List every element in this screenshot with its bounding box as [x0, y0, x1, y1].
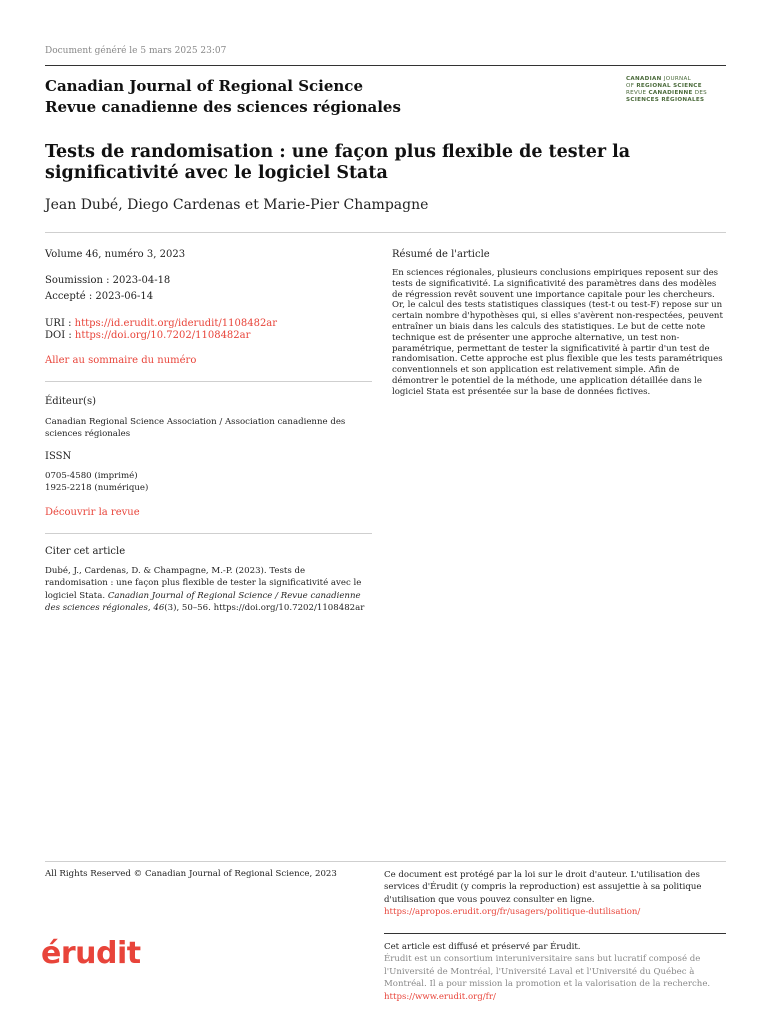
- issn-print: 0705-4580 (imprimé): [45, 471, 138, 481]
- erudit-info: [384, 941, 726, 1003]
- journal-name: [45, 76, 401, 118]
- doi-link[interactable]: https://doi.org/10.7202/1108482ar: [74, 330, 251, 341]
- publisher-name: Canadian Regional Science Association / Association canadienne des sciences régionales: [45, 417, 346, 440]
- erudit-rule: [384, 933, 726, 934]
- journal-logo: CANADIAN JOURNAL OF REGIONAL SCIENCE REVUE CANADIENNE DES SCIENCES RÉGIONALES: [626, 76, 708, 103]
- publisher-heading: Éditeur(s): [45, 396, 96, 407]
- submission-date: Soumission : 2023-04-18: [45, 275, 171, 286]
- issn-digital: 1925-2218 (numérique): [45, 483, 149, 493]
- citation: Dubé, J., Cardenas, D. & Champagne, M.-P. (2023). Tests de randomisation : une façon plus flexible de tester la significativité avec le logiciel Stata. Canadian Journal of Regional Science / Revue canadienne des sciences régionales, 46(3), 50–56. https://doi.org/10.7202/1108482ar: [45, 566, 365, 614]
- abstract-text: En sciences régionales, plusieurs conclusions empiriques reposent sur des tests de significativité. La significativité des paramètres dans des modèles de régression revêt souvent une importance capitale pour les chercheurs. Or, le calcul des tests statistiques classiques (test-t ou test-F) repose sur un certain nombre d'hypothèses qui, si elles s'avèrent non-respectées, peuvent entraîner un biais dans les calculs des statistiques. Le but de cette note technique est de présenter une approche alternative, un test non-paramétrique, permettant de tester la significativité à partir d'un test de randomisation. Cette approche est plus flexible que les tests paramétriques conventionnels et son application est relativement simple. Afin de démontrer le potentiel de la méthode, une application détaillée dans le logiciel Stata est présentée sur la base de données fictives.: [392, 268, 723, 397]
- section-rule-1: [45, 381, 372, 382]
- doi-line: DOI : https://doi.org/10.7202/1108482ar: [45, 330, 251, 341]
- copyright-text: Ce document est protégé par la loi sur le droit d'auteur. L'utilisation des services d'Érudit (y compris la reproduction) est assujettie à sa politique d'utilisation que vous pouvez consulter en ligne.: [384, 870, 702, 905]
- toc-link[interactable]: Aller au sommaire du numéro: [45, 355, 197, 366]
- copyright-notice: [384, 869, 726, 919]
- erudit-link[interactable]: https://www.erudit.org/fr/: [384, 991, 496, 1002]
- article-authors: Jean Dubé, Diego Cardenas et Marie-Pier Champagne: [45, 197, 429, 213]
- uri-line: URI : https://id.erudit.org/iderudit/1108482ar: [45, 318, 278, 329]
- journal-name-en: Canadian Journal of Regional Science: [45, 77, 363, 95]
- uri-link[interactable]: https://id.erudit.org/iderudit/1108482ar: [74, 318, 278, 329]
- header-rule: [45, 65, 726, 66]
- title-rule: [45, 232, 726, 233]
- footer-rule: [45, 861, 726, 862]
- accepted-date: Accepté : 2023-06-14: [45, 291, 154, 302]
- issn-heading: ISSN: [45, 451, 72, 462]
- diffused-text: Cet article est diffusé et préservé par Érudit.: [384, 942, 581, 952]
- erudit-description: Érudit est un consortium interuniversitaire sans but lucratif composé de l'Université de Montréal, l'Université Laval et l'Université du Québec à Montréal. Il a pour mission la promotion et la valorisation de la recherche.: [384, 954, 711, 990]
- cite-heading: Citer cet article: [45, 546, 126, 557]
- rights-statement: All Rights Reserved © Canadian Journal of Regional Science, 2023: [45, 869, 337, 879]
- volume: Volume 46, numéro 3, 2023: [45, 249, 186, 260]
- erudit-logo: érudit: [41, 936, 141, 971]
- generated-date: Document généré le 5 mars 2025 23:07: [45, 46, 227, 56]
- discover-journal-link[interactable]: Découvrir la revue: [45, 507, 140, 518]
- abstract-heading: Résumé de l'article: [392, 249, 490, 260]
- article-title: Tests de randomisation : une façon plus flexible de tester la significativité avec le logiciel Stata: [45, 142, 631, 183]
- journal-name-fr: Revue canadienne des sciences régionales: [45, 98, 401, 116]
- section-rule-2: [45, 533, 372, 534]
- policy-link[interactable]: https://apropos.erudit.org/fr/usagers/politique-dutilisation/: [384, 907, 641, 918]
